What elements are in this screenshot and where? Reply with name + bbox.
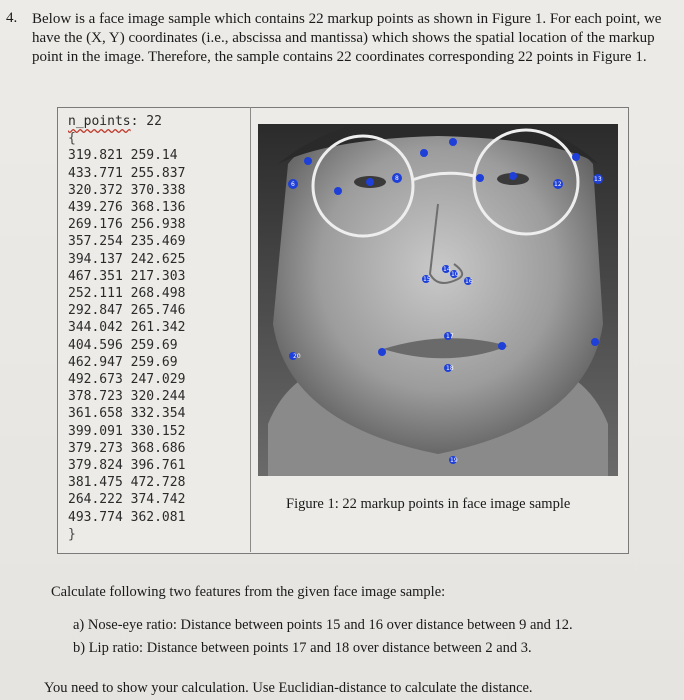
- markup-point: [304, 157, 312, 165]
- points-header-key: n_points: [68, 114, 131, 129]
- task-item-a: a) Nose-eye ratio: Distance between points 15 and 16 over distance between 9 and 12.: [73, 617, 573, 633]
- point-row: 381.475 472.728: [68, 475, 186, 491]
- points-list: [68, 113, 248, 543]
- point-row: 269.176 256.938: [68, 217, 186, 233]
- point-row: 433.771 255.837: [68, 165, 186, 181]
- markup-point: [572, 153, 580, 161]
- markup-point: [591, 338, 599, 346]
- points-header-value: : 22: [130, 114, 162, 129]
- markup-point: [476, 174, 484, 182]
- markup-point: [498, 342, 506, 350]
- footer-instruction: You need to show your calculation. Use Euclidian-distance to calculate the distance.: [44, 680, 533, 696]
- point-row: 264.222 374.742: [68, 492, 186, 508]
- markup-point: [378, 348, 386, 356]
- point-row: 361.658 332.354: [68, 406, 186, 422]
- open-brace: {: [68, 131, 76, 147]
- point-row: 292.847 265.746: [68, 303, 186, 319]
- markup-point-label: 15: [423, 276, 431, 283]
- point-row: 439.276 368.136: [68, 200, 186, 216]
- point-row: 462.947 259.69: [68, 354, 178, 370]
- markup-point-label: 18: [446, 365, 454, 372]
- point-row: 320.372 370.338: [68, 182, 186, 198]
- markup-point-label: 19: [450, 457, 458, 464]
- markup-point: [449, 138, 457, 146]
- close-brace: }: [68, 526, 76, 542]
- point-row: 492.673 247.029: [68, 372, 186, 388]
- task-intro: Calculate following two features from the given face image sample:: [51, 584, 446, 600]
- question-text: Below is a face image sample which contains 22 markup points as shown in Figure 1. For each point, we have the (X, Y) coordinates (i.e., abscissa and mantissa) which shows the spatial location of the markup point in the image. Therefore, the sample contains 22 coordinates corresponding 22 points in Figure 1.: [32, 11, 662, 65]
- figure-divider: [250, 107, 251, 552]
- point-row: 252.111 268.498: [68, 286, 186, 302]
- face-illustration: [258, 124, 618, 476]
- markup-point-label: 20: [293, 353, 301, 360]
- markup-point-label: 8: [395, 175, 399, 182]
- markup-point-label: 13: [594, 176, 602, 183]
- points-header: [68, 113, 248, 130]
- figure-caption: Figure 1: 22 markup points in face image sample: [286, 496, 571, 512]
- question-number: 4.: [6, 10, 18, 26]
- point-row: 379.824 396.761: [68, 458, 186, 474]
- point-row: 344.042 261.342: [68, 320, 186, 336]
- point-row: 493.774 362.081: [68, 509, 186, 525]
- task-item-b: b) Lip ratio: Distance between points 17 and 18 over distance between 2 and 3.: [73, 640, 532, 656]
- point-row: 378.723 320.244: [68, 389, 186, 405]
- markup-point-label: 16: [465, 278, 473, 285]
- point-row: 319.821 259.14: [68, 148, 178, 164]
- markup-point-label: 17: [446, 333, 454, 340]
- markup-point-label: 6: [291, 181, 295, 188]
- point-row: 467.351 217.303: [68, 268, 186, 284]
- markup-point-label: 10: [451, 271, 459, 278]
- face-image: [258, 124, 618, 476]
- point-row: 357.254 235.469: [68, 234, 186, 250]
- markup-point: [509, 172, 517, 180]
- point-row: 404.596 259.69: [68, 337, 178, 353]
- markup-point-label: 14: [443, 266, 451, 273]
- markup-point-label: 12: [554, 181, 562, 188]
- markup-point: [420, 149, 428, 157]
- point-row: 399.091 330.152: [68, 423, 186, 439]
- markup-point: [366, 178, 374, 186]
- point-row: 379.273 368.686: [68, 440, 186, 456]
- markup-point: [334, 187, 342, 195]
- point-row: 394.137 242.625: [68, 251, 186, 267]
